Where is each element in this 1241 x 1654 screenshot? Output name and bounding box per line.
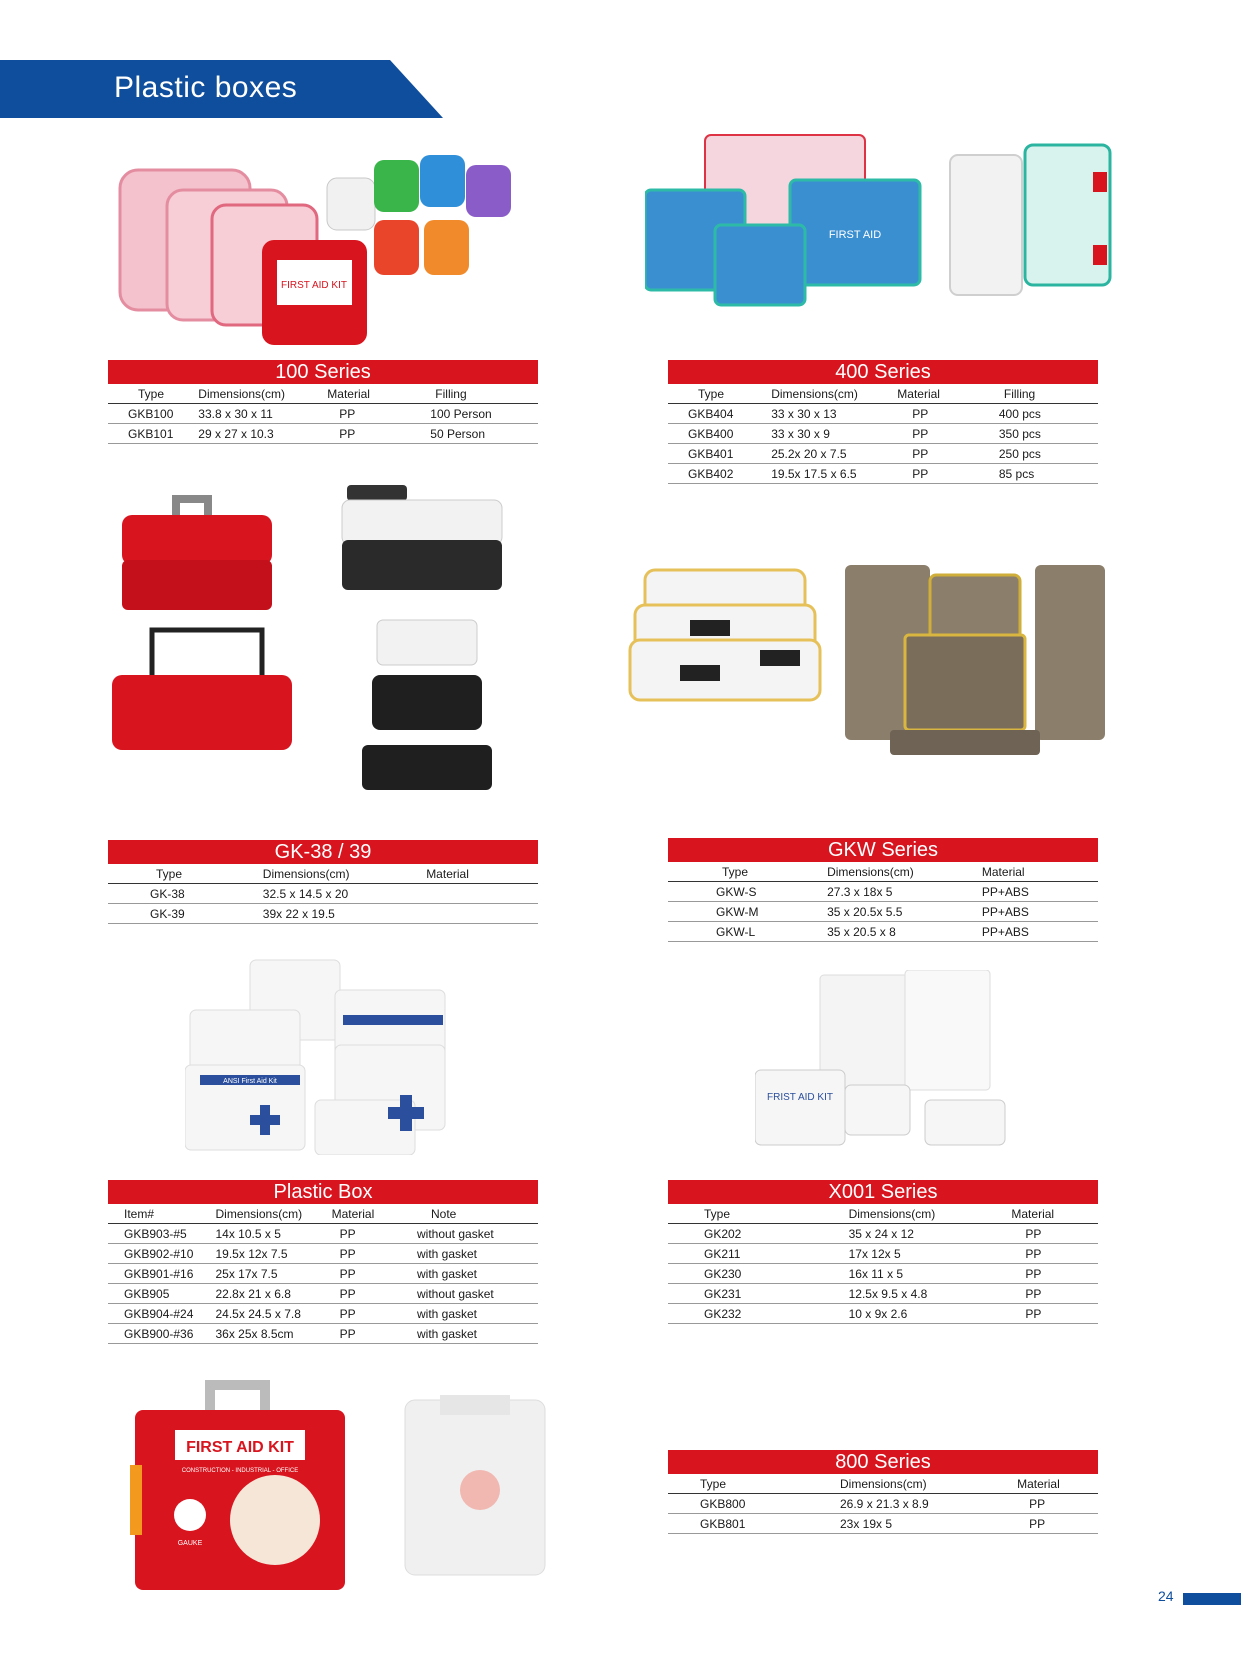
table-row (668, 1244, 1098, 1264)
column-header: Type (108, 384, 198, 404)
table-cell: PP+ABS (982, 902, 1098, 922)
table-cell: 36x 25x 8.5cm (216, 1324, 332, 1344)
photo-100-series (112, 150, 552, 350)
table-cell: 14x 10.5 x 5 (216, 1224, 332, 1244)
column-header: Filling (413, 384, 538, 404)
table-cell: GKB904-#24 (108, 1304, 216, 1324)
table-cell: GKB101 (108, 424, 198, 444)
column-header: Material (327, 384, 413, 404)
table-cell: PP (332, 1224, 409, 1244)
table-title: GK-38 / 39 (108, 840, 538, 864)
table-cell: PP (327, 424, 413, 444)
table-cell: 39x 22 x 19.5 (263, 904, 426, 924)
column-header: Material (982, 862, 1098, 882)
photo-gk38-39 (112, 480, 532, 820)
photo-label: CONSTRUCTION - INDUSTRIAL - OFFICE (181, 1468, 299, 1474)
column-header: Type (668, 1204, 849, 1224)
table-cell: PP (332, 1264, 409, 1284)
table-cell: with gasket (409, 1304, 538, 1324)
column-header: Material (887, 384, 982, 404)
table-cell: 33 x 30 x 13 (771, 404, 887, 424)
table-row (668, 902, 1098, 922)
column-header: Material (999, 1474, 1098, 1494)
table-cell: 25x 17x 7.5 (216, 1264, 332, 1284)
table-cell: with gasket (409, 1244, 538, 1264)
photo-label: FIRST AID KIT (281, 280, 347, 291)
column-header: Dimensions(cm) (840, 1474, 999, 1494)
column-header: Item# (108, 1204, 216, 1224)
table-cell: GKB800 (668, 1494, 840, 1514)
table-row (668, 1494, 1098, 1514)
table-cell: PP (1003, 1284, 1098, 1304)
table-cell: 400 pcs (982, 404, 1098, 424)
table-row (108, 424, 538, 444)
spec-table-plastic-box (108, 1180, 538, 1344)
table-row (668, 1284, 1098, 1304)
table-cell: 19.5x 17.5 x 6.5 (771, 464, 887, 484)
table-cell: 29 x 27 x 10.3 (198, 424, 327, 444)
table-cell: PP (887, 424, 982, 444)
table-cell: PP (887, 444, 982, 464)
table-cell: PP (332, 1324, 409, 1344)
table-row (108, 904, 538, 924)
column-header: Material (426, 864, 538, 884)
table-cell: 16x 11 x 5 (849, 1264, 1004, 1284)
column-header: Type (108, 864, 263, 884)
table-cell (426, 904, 538, 924)
table-cell: GKB901-#16 (108, 1264, 216, 1284)
table-cell: GKB400 (668, 424, 771, 444)
table-cell: GKB905 (108, 1284, 216, 1304)
column-header: Note (409, 1204, 538, 1224)
table-cell: PP+ABS (982, 882, 1098, 902)
table-row (668, 464, 1098, 484)
photo-400-series (645, 130, 1125, 310)
table-cell: 35 x 24 x 12 (849, 1224, 1004, 1244)
table-row (108, 1324, 538, 1344)
table-cell: GKB903-#5 (108, 1224, 216, 1244)
table-cell: 85 pcs (982, 464, 1098, 484)
column-header: Dimensions(cm) (263, 864, 426, 884)
page-title: Plastic boxes (114, 71, 298, 104)
table-row (108, 1244, 538, 1264)
table-cell: PP (1003, 1304, 1098, 1324)
column-header: Material (1003, 1204, 1098, 1224)
table-cell (426, 884, 538, 904)
table-cell: GK211 (668, 1244, 849, 1264)
table-title: 400 Series (668, 360, 1098, 384)
page-number: 24 (1158, 1588, 1174, 1604)
table-cell: GKW-L (668, 922, 827, 942)
table-row (108, 1224, 538, 1244)
table-cell: PP (887, 404, 982, 424)
table-cell: PP (332, 1244, 409, 1264)
table-title: 800 Series (668, 1450, 1098, 1474)
table-cell: GK-38 (108, 884, 263, 904)
spec-table-400-series (668, 360, 1098, 484)
table-title: GKW Series (668, 838, 1098, 862)
column-header: Type (668, 1474, 840, 1494)
table-cell: GK202 (668, 1224, 849, 1244)
column-header: Type (668, 862, 827, 882)
spec-table-x001-series (668, 1180, 1098, 1324)
table-cell: GKB404 (668, 404, 771, 424)
table-cell: 350 pcs (982, 424, 1098, 444)
table-cell: GKB801 (668, 1514, 840, 1534)
photo-label: ANSI First Aid Kit (223, 1078, 277, 1085)
table-cell: 22.8x 21 x 6.8 (216, 1284, 332, 1304)
table-cell: GKB401 (668, 444, 771, 464)
table-row (668, 1264, 1098, 1284)
photo-x001-series (755, 970, 1025, 1150)
table-cell: PP (887, 464, 982, 484)
spec-table-100-series (108, 360, 538, 444)
table-cell: without gasket (409, 1224, 538, 1244)
table-title: 100 Series (108, 360, 538, 384)
page-number-bar (1183, 1593, 1241, 1605)
table-cell: PP (999, 1514, 1098, 1534)
table-cell: 50 Person (413, 424, 538, 444)
photo-label: FIRST AID KIT (186, 1439, 294, 1456)
table-row (108, 1304, 538, 1324)
photo-label: GAUKE (177, 1540, 203, 1547)
table-row (108, 884, 538, 904)
table-cell: 33 x 30 x 9 (771, 424, 887, 444)
table-cell: GKB100 (108, 404, 198, 424)
table-row (668, 404, 1098, 424)
table-row (108, 1284, 538, 1304)
column-header: Dimensions(cm) (771, 384, 887, 404)
table-cell: 12.5x 9.5 x 4.8 (849, 1284, 1004, 1304)
table-cell: 24.5x 24.5 x 7.8 (216, 1304, 332, 1324)
table-cell: with gasket (409, 1264, 538, 1284)
table-cell: 23x 19x 5 (840, 1514, 999, 1534)
table-cell: GKW-S (668, 882, 827, 902)
table-cell: GKW-M (668, 902, 827, 922)
table-row (668, 882, 1098, 902)
table-cell: GK-39 (108, 904, 263, 924)
table-cell: GKB900-#36 (108, 1324, 216, 1344)
table-cell: without gasket (409, 1284, 538, 1304)
table-cell: GK231 (668, 1284, 849, 1304)
table-cell: PP+ABS (982, 922, 1098, 942)
table-cell: GK232 (668, 1304, 849, 1324)
table-row (668, 922, 1098, 942)
table-cell: with gasket (409, 1324, 538, 1344)
table-row (668, 444, 1098, 464)
table-cell: 26.9 x 21.3 x 8.9 (840, 1494, 999, 1514)
table-cell: GKB902-#10 (108, 1244, 216, 1264)
column-header: Dimensions(cm) (216, 1204, 332, 1224)
table-cell: 10 x 9x 2.6 (849, 1304, 1004, 1324)
photo-label: FIRST AID (828, 229, 882, 241)
table-row (668, 1304, 1098, 1324)
column-header: Dimensions(cm) (198, 384, 327, 404)
table-cell: GKB402 (668, 464, 771, 484)
photo-gkw-series (620, 550, 1120, 780)
column-header: Material (332, 1204, 409, 1224)
column-header: Dimensions(cm) (827, 862, 982, 882)
table-cell: PP (1003, 1244, 1098, 1264)
photo-plastic-box (185, 955, 465, 1155)
table-cell: 250 pcs (982, 444, 1098, 464)
column-header: Dimensions(cm) (849, 1204, 1004, 1224)
table-cell: 35 x 20.5 x 8 (827, 922, 982, 942)
spec-table-gkw-series (668, 838, 1098, 942)
table-cell: 35 x 20.5x 5.5 (827, 902, 982, 922)
table-cell: 27.3 x 18x 5 (827, 882, 982, 902)
table-row (108, 404, 538, 424)
column-header: Type (668, 384, 771, 404)
column-header: Filling (982, 384, 1098, 404)
table-cell: 33.8 x 30 x 11 (198, 404, 327, 424)
table-title: Plastic Box (108, 1180, 538, 1204)
table-cell: PP (999, 1494, 1098, 1514)
table-cell: GK230 (668, 1264, 849, 1284)
table-row (668, 424, 1098, 444)
photo-800-series (130, 1375, 570, 1595)
table-row (108, 1264, 538, 1284)
spec-table-800-series (668, 1450, 1098, 1534)
table-cell: PP (332, 1304, 409, 1324)
spec-table-gk38-39 (108, 840, 538, 924)
table-cell: PP (327, 404, 413, 424)
table-row (668, 1224, 1098, 1244)
table-cell: 19.5x 12x 7.5 (216, 1244, 332, 1264)
table-cell: 32.5 x 14.5 x 20 (263, 884, 426, 904)
table-cell: 25.2x 20 x 7.5 (771, 444, 887, 464)
table-cell: PP (1003, 1264, 1098, 1284)
table-row (668, 1514, 1098, 1534)
table-cell: PP (1003, 1224, 1098, 1244)
table-cell: 17x 12x 5 (849, 1244, 1004, 1264)
table-cell: 100 Person (413, 404, 538, 424)
table-title: X001 Series (668, 1180, 1098, 1204)
table-cell: PP (332, 1284, 409, 1304)
photo-label: FRIST AID KIT (767, 1092, 833, 1103)
